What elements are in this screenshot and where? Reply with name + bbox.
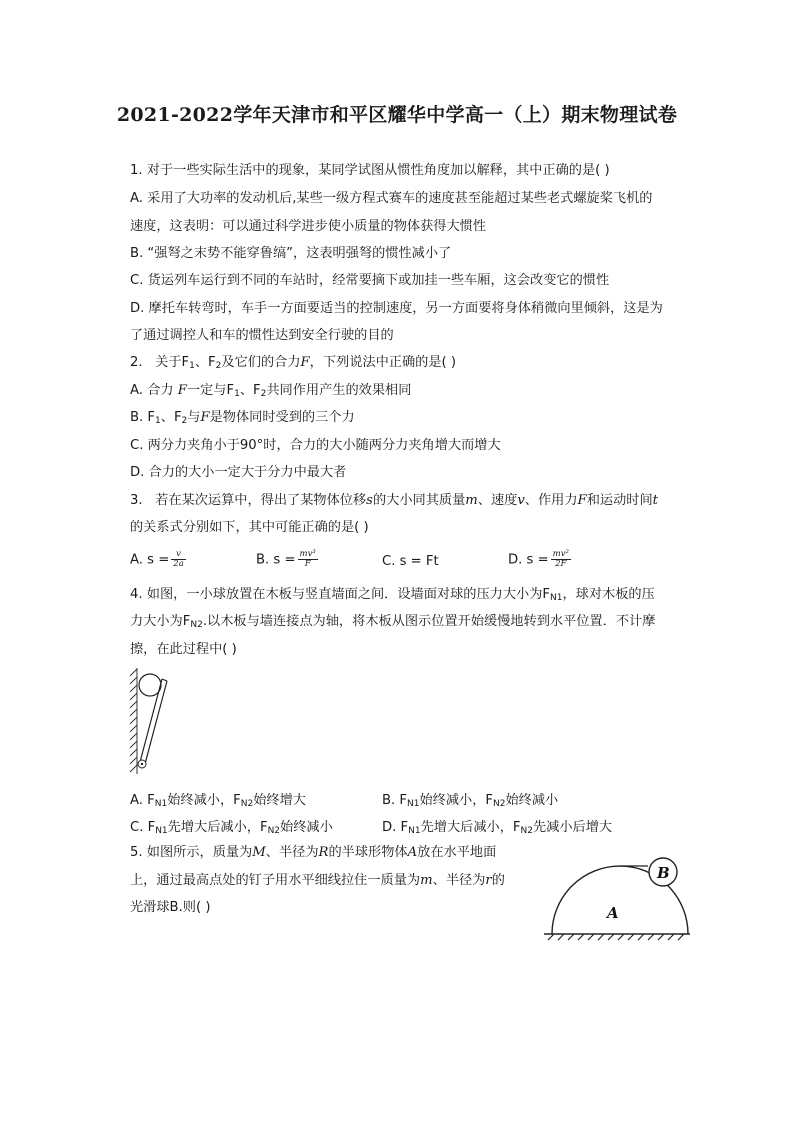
- q1-option-c: C. 货运列车运行到不同的车站时，经常要摘下或加挂一些车厢，这会改变它的惯性: [130, 273, 610, 288]
- q4-option-d: D. $F_{N1}$先增大后减小，$F_{N2}$先减小后增大: [382, 820, 613, 836]
- q4-stem-line2: 力大小为$F_{N2}$.以木板与墙连接点为轴，将木板从图示位置开始缓慢地转到水平位置．不计摩: [130, 614, 656, 630]
- q1-option-d-line1: D. 摩托车转弯时，车手一方面要适当的控制速度，另一方面要将身体稍微向里倾斜，这是为: [130, 301, 663, 316]
- q2-option-a: A. 合力 F一定与$F_1$、$F_2$共同作用产生的效果相同: [130, 383, 412, 399]
- q3-stem-line1: 3. 若在某次运算中，得出了某物体位移s的大小同其质量m、速度v、作用力F和运动时间t: [130, 493, 658, 508]
- q1-option-a-line1: A. 采用了大功率的发动机后,某些一级方程式赛车的速度甚至能超过某些老式螺旋桨飞机的: [130, 191, 653, 206]
- page-title: 2021-2022学年天津市和平区耀华中学高一（上）期末物理试卷: [116, 104, 678, 126]
- q4-wall-ball-board-diagram: [120, 664, 180, 780]
- q1-stem: 1. 对于一些实际生活中的现象，某同学试图从惯性角度加以解释，其中正确的是( ): [130, 163, 610, 178]
- ball: [139, 674, 161, 696]
- q2-option-d: D. 合力的大小一定大于分力中最大者: [130, 465, 347, 480]
- fraction-v-over-2a: $\frac{v}{2a}$: [173, 549, 184, 569]
- q3-option-b: B. s = $\frac{\text{mv³}}{F}$: [256, 549, 316, 569]
- q5-stem-line1: 5. 如图所示，质量为M、半径为R的半球形物体A放在水平地面: [130, 845, 497, 860]
- q4-stem-line1: 4. 如图，一小球放置在木板与竖直墙面之间．设墙面对球的压力大小为$F_{N1}$，球对木板的压: [130, 587, 655, 603]
- q1-option-d-line2: 了通过调控人和车的惯性达到安全行驶的目的: [130, 328, 394, 343]
- q3-option-a: A. s = $\frac{v}{2a}$: [130, 549, 184, 569]
- q1-option-b: B. “强弩之末势不能穿鲁缟”，这表明强弩的惯性减小了: [130, 246, 452, 261]
- q4-option-a: A. $F_{N1}$始终减小，$F_{N2}$始终增大: [130, 793, 306, 809]
- q2-stem: 2. 关于$F_1$、$F_2$及它们的合力F，下列说法中正确的是( ): [130, 355, 457, 371]
- q2-option-b: B. $F_1$、$F_2$与F是物体同时受到的三个力: [130, 410, 355, 426]
- q3-stem-line2: 的关系式分别如下，其中可能正确的是( ): [130, 520, 369, 535]
- q3-option-c: C. s = Ft: [382, 554, 439, 569]
- ground: [544, 934, 690, 940]
- wall-hatching: [130, 668, 137, 774]
- q4-option-c: C. $F_{N1}$先增大后减小，$F_{N2}$始终减小: [130, 820, 333, 836]
- q5-stem-line3: 光滑球B.则( ): [130, 900, 211, 915]
- fraction-mv3-over-f: $\frac{\text{mv³}}{F}$: [299, 549, 316, 569]
- q5-hemisphere-ball-diagram: [540, 848, 692, 944]
- label-b: B: [657, 864, 670, 882]
- label-a: A: [607, 904, 619, 922]
- fraction-mv2-over-2f: $\frac{\text{mv²}}{2F}$: [552, 549, 569, 569]
- q4-stem-line3: 擦，在此过程中( ): [130, 642, 237, 657]
- q3-option-d: D. s = $\frac{\text{mv²}}{2F}$: [508, 549, 569, 569]
- q1-option-a-line2: 速度，这表明：可以通过科学进步使小质量的物体获得大惯性: [130, 219, 487, 234]
- q4-option-b: B. $F_{N1}$始终减小，$F_{N2}$始终减小: [382, 793, 559, 809]
- q2-option-c: C. 两分力夹角小于90°时，合力的大小随两分力夹角增大而增大: [130, 438, 501, 453]
- q5-stem-line2: 上，通过最高点处的钉子用水平细线拉住一质量为m、半径为r的: [130, 873, 505, 888]
